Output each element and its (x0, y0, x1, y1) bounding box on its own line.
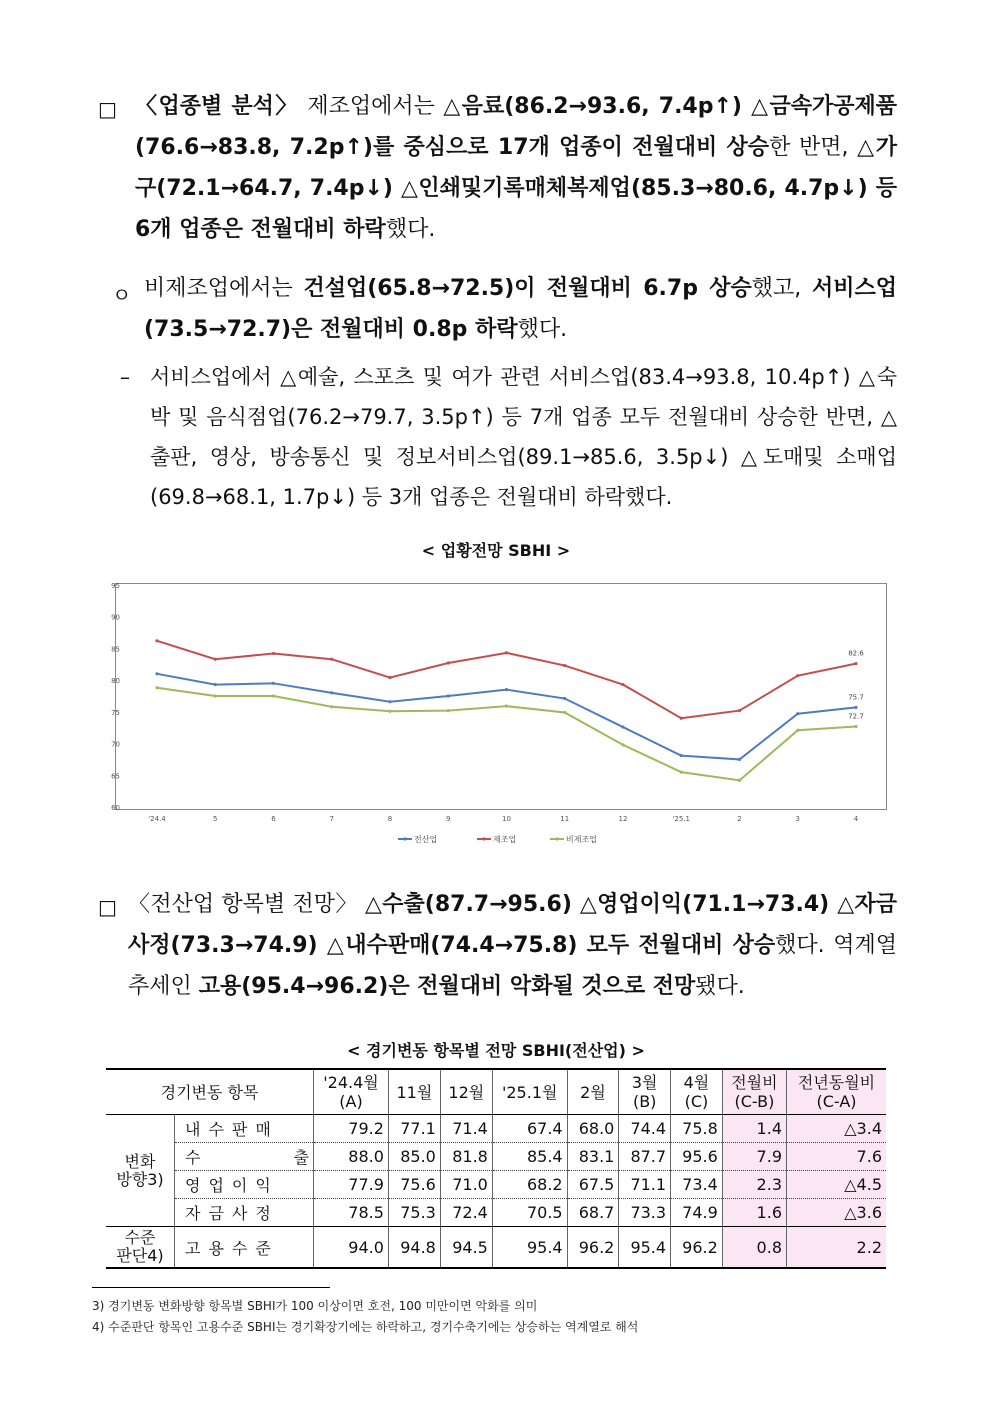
section1-paragraph (135, 86, 897, 250)
cell: △4.5 (787, 1171, 887, 1199)
x-tick-label: 9 (446, 815, 451, 823)
x-tick-label: 8 (387, 815, 393, 823)
text: 했다. (385, 217, 436, 242)
data-point (447, 661, 450, 664)
y-tick-label: 90 (111, 613, 120, 622)
data-point (854, 725, 857, 728)
cell: 95.4 (619, 1227, 671, 1269)
table-row (106, 1227, 886, 1269)
x-tick-label: '25.1 (672, 815, 691, 823)
x-tick-label: 7 (329, 815, 334, 823)
data-point (621, 743, 624, 746)
data-point (214, 683, 217, 686)
cell: 7.9 (722, 1143, 786, 1171)
cell: 68.0 (567, 1115, 619, 1143)
data-point (272, 682, 275, 685)
cell: △3.6 (787, 1199, 887, 1227)
col-header: '25.1월 (492, 1069, 567, 1115)
cell: 71.0 (440, 1171, 492, 1199)
text: 됐다. (695, 974, 745, 999)
section2-bullet: □ (98, 895, 117, 919)
y-tick-label: 80 (111, 677, 120, 686)
x-tick-label: 5 (213, 815, 218, 823)
chart-caption: < 업황전망 SBHI > (421, 541, 571, 560)
cell: 7.6 (787, 1143, 887, 1171)
cell: 96.2 (567, 1227, 619, 1269)
row-label: 수 출 (175, 1143, 314, 1171)
data-point (330, 691, 333, 694)
data-point (388, 710, 391, 713)
x-tick-label: 10 (502, 815, 511, 823)
data-label: 82.6 (848, 649, 864, 658)
table-header-row (106, 1069, 886, 1115)
cell: 68.2 (492, 1171, 567, 1199)
cell: 96.2 (671, 1227, 723, 1269)
sub-bullet: ㅇ (112, 283, 132, 307)
legend-marker (403, 837, 406, 840)
y-tick-label: 65 (111, 772, 120, 781)
data-point (854, 662, 857, 665)
cell: 70.5 (492, 1199, 567, 1227)
group-label: 변화 방향3) (106, 1115, 175, 1227)
col-header: 2월 (567, 1069, 619, 1115)
data-point (388, 676, 391, 679)
cell: 75.6 (388, 1171, 440, 1199)
y-tick-label: 70 (111, 740, 120, 749)
data-point (155, 672, 158, 675)
cell: 74.9 (671, 1199, 723, 1227)
text: 한 반면, (769, 135, 858, 160)
cell: 79.2 (314, 1115, 389, 1143)
manufacturing-rise: △음료(86.2→93.6, 7.4p↑) △금속가공제품 (76.6→83.8, 7.2p↑)를 중심으로 17개 업종이 전월대비 상승 (135, 94, 898, 160)
cell: 87.7 (619, 1143, 671, 1171)
x-tick-label: 6 (271, 815, 276, 823)
manufacturing-fall: △가구(72.1→64.7, 7.4p↓) △인쇄및기록매체복제업(85.3→80.6, 4.7p↓) 등 6개 업종은 전월대비 하락 (135, 135, 897, 242)
employment-outlook: 고용(95.4→96.2)은 전월대비 악화될 것으로 전망 (198, 974, 696, 999)
data-point (447, 694, 450, 697)
table-row (106, 1199, 886, 1227)
x-tick-label: '24.4 (148, 815, 166, 823)
text: 했고, (751, 276, 812, 301)
series-line-전산업 (157, 674, 856, 760)
data-point (155, 639, 158, 642)
table-row (106, 1143, 886, 1171)
items-rise: △수출(87.7→95.6) △영업이익(71.1→73.4) △자금사정(73.3→74.9) △내수판매(74.4→75.8) 모두 전월대비 상승 (128, 892, 897, 958)
cell: 2.2 (787, 1227, 887, 1269)
data-point (505, 688, 508, 691)
cell: 73.3 (619, 1199, 671, 1227)
row-label: 내수판매 (175, 1115, 314, 1143)
legend-marker (555, 837, 558, 840)
data-point (214, 658, 217, 661)
cell: 94.5 (440, 1227, 492, 1269)
data-label: 72.7 (848, 712, 864, 721)
y-tick-label: 75 (111, 708, 120, 717)
table-caption: < 경기변동 항목별 전망 SBHI(전산업) > (347, 1041, 645, 1060)
y-tick-label: 95 (111, 582, 120, 590)
cell: △3.4 (787, 1115, 887, 1143)
cell: 71.1 (619, 1171, 671, 1199)
data-point (330, 658, 333, 661)
data-point (621, 683, 624, 686)
row-label: 고용수준 (175, 1227, 314, 1269)
cell: 95.4 (492, 1227, 567, 1269)
table-row (106, 1171, 886, 1199)
data-point (796, 674, 799, 677)
non-manufacturing-paragraph (144, 268, 897, 350)
cell: 2.3 (722, 1171, 786, 1199)
row-label: 자금사정 (175, 1199, 314, 1227)
cell: 77.9 (314, 1171, 389, 1199)
cell: 72.4 (440, 1199, 492, 1227)
data-label: 75.7 (848, 693, 864, 702)
data-point (155, 686, 158, 689)
construction-rise: 건설업(65.8→72.5)이 전월대비 6.7p 상승 (303, 276, 752, 301)
footnote: 4) 수준판단 항목인 고용수준 SBHI는 경기확장기에는 하락하고, 경기수축기에는 상승하는 역계열로 해석 (92, 1320, 639, 1334)
cell: 67.5 (567, 1171, 619, 1199)
data-point (796, 712, 799, 715)
x-tick-label: 3 (795, 815, 800, 823)
header-item: 경기변동 항목 (106, 1069, 314, 1115)
text: 했다. 역계열 추세인 (128, 933, 897, 999)
data-point (854, 706, 857, 709)
legend-label: 제조업 (493, 835, 517, 844)
x-tick-label: 4 (853, 815, 859, 823)
y-tick-label: 85 (111, 645, 120, 654)
cell: 73.4 (671, 1171, 723, 1199)
cell: 71.4 (440, 1115, 492, 1143)
cell: 0.8 (722, 1227, 786, 1269)
section1-bullet: □ (98, 97, 117, 121)
series-line-비제조업 (157, 688, 856, 781)
data-point (738, 709, 741, 712)
sbhi-table (106, 1068, 886, 1269)
cell: 85.0 (388, 1143, 440, 1171)
table-row (106, 1115, 886, 1143)
col-header: 11월 (388, 1069, 440, 1115)
cell: 1.6 (722, 1199, 786, 1227)
cell: 74.4 (619, 1115, 671, 1143)
legend-label: 비제조업 (566, 835, 597, 844)
col-header: 3월 (B) (619, 1069, 671, 1115)
data-point (680, 754, 683, 757)
data-point (447, 709, 450, 712)
legend-marker (482, 837, 485, 840)
cell: 68.7 (567, 1199, 619, 1227)
data-point (388, 700, 391, 703)
text: 〈전산업 항목별 전망〉 (128, 892, 366, 917)
service-paragraph: 서비스업에서 △예술, 스포츠 및 여가 관련 서비스업(83.4→93.8, 10.4p↑) △숙박 및 음식점업(76.2→79.7, 3.5p↑) 등 7개 업종 모두 전월대비 상승한 반면, △출판, 영상, 방송통신 및 정보서비스업(89.1→85.6, 3.5p↓) △도매및 소매업(69.8→68.1, 1.7p↓) 등 3개 업종은 전월대비 하락했다. (150, 365, 897, 509)
col-header: 전년동월비 (C-A) (787, 1069, 887, 1115)
data-point (563, 664, 566, 667)
data-point (621, 725, 624, 728)
text: 비제조업에서는 (144, 276, 304, 301)
footnote: 3) 경기변동 변화방향 항목별 SBHI가 100 이상이면 호전, 100 미만이면 악화를 의미 (92, 1299, 538, 1313)
data-point (563, 711, 566, 714)
col-header: 4월 (C) (671, 1069, 723, 1115)
cell: 85.4 (492, 1143, 567, 1171)
section2-paragraph (128, 884, 897, 1007)
col-header: 12월 (440, 1069, 492, 1115)
x-tick-label: 2 (737, 815, 742, 823)
data-point (214, 694, 217, 697)
data-point (738, 758, 741, 761)
col-header: '24.4월 (A) (314, 1069, 389, 1115)
legend-label: 전산업 (414, 835, 438, 844)
text: 제조업에서는 (298, 94, 444, 119)
data-point (680, 771, 683, 774)
cell: 88.0 (314, 1143, 389, 1171)
cell: 94.8 (388, 1227, 440, 1269)
data-point (272, 652, 275, 655)
data-point (738, 779, 741, 782)
group-label: 수준 판단4) (106, 1227, 175, 1269)
cell: 67.4 (492, 1115, 567, 1143)
data-point (796, 729, 799, 732)
data-point (272, 694, 275, 697)
text: 했다. (517, 317, 568, 342)
cell: 75.8 (671, 1115, 723, 1143)
data-point (330, 705, 333, 708)
row-label: 영업이익 (175, 1171, 314, 1199)
cell: 95.6 (671, 1143, 723, 1171)
data-point (505, 705, 508, 708)
cell: 78.5 (314, 1199, 389, 1227)
data-point (680, 717, 683, 720)
cell: 83.1 (567, 1143, 619, 1171)
footnote-divider (92, 1287, 330, 1288)
x-tick-label: 11 (560, 815, 570, 823)
cell: 94.0 (314, 1227, 389, 1269)
sbhi-line-chart (0, 570, 992, 860)
cell: 77.1 (388, 1115, 440, 1143)
data-point (563, 697, 566, 700)
cell: 1.4 (722, 1115, 786, 1143)
cell: 81.8 (440, 1143, 492, 1171)
service-fall: 서비스업 (73.5→72.7)은 전월대비 0.8p 하락 (144, 276, 897, 342)
x-tick-label: 12 (618, 815, 628, 823)
data-point (505, 651, 508, 654)
cell: 75.3 (388, 1199, 440, 1227)
y-tick-label: 60 (111, 804, 120, 812)
sector-heading: 〈업종별 분석〉 (135, 94, 299, 119)
dash-bullet: – (120, 365, 130, 389)
col-header: 전월비 (C-B) (722, 1069, 786, 1115)
